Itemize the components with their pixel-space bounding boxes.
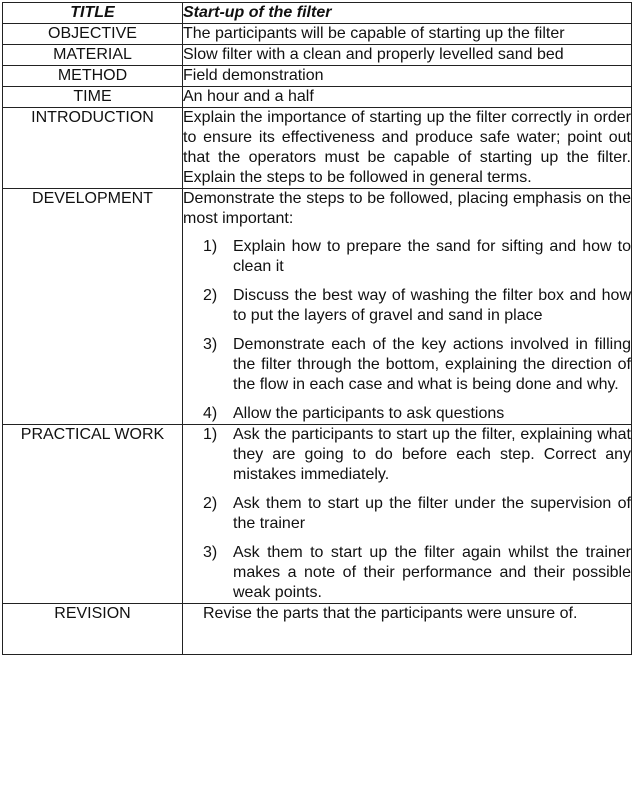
- step-text: Demonstrate each of the key actions involved in filling the filter through the bottom, explaining the direction of the flow in each case and what is being done and why.: [233, 336, 631, 393]
- list-item: [183, 543, 631, 603]
- objective-value: The participants will be capable of starting up the filter: [183, 24, 632, 45]
- lesson-plan-table: [2, 2, 632, 655]
- time-row: [3, 87, 632, 108]
- step-number: 4): [203, 405, 218, 422]
- list-item: [183, 237, 631, 277]
- step-number: 3): [203, 544, 218, 561]
- method-row: [3, 66, 632, 87]
- title-value: Start-up of the filter: [183, 3, 632, 24]
- development-intro: Demonstrate the steps to be followed, placing emphasis on the most important:: [183, 190, 631, 227]
- revision-value: [183, 604, 632, 655]
- revision-text: Revise the parts that the participants were unsure of.: [203, 605, 578, 622]
- list-item: [183, 286, 631, 326]
- step-number: 2): [203, 495, 218, 512]
- list-item: [183, 404, 631, 424]
- list-item: [183, 494, 631, 534]
- introduction-row: [3, 108, 632, 189]
- material-row: [3, 45, 632, 66]
- introduction-value: [183, 108, 632, 189]
- time-label: TIME: [3, 87, 183, 108]
- objective-label: OBJECTIVE: [3, 24, 183, 45]
- step-text: Ask them to start up the filter again whilst the trainer makes a note of their performance and their possible weak points.: [233, 544, 631, 601]
- step-text: Discuss the best way of washing the filter box and how to put the layers of gravel and sand in place: [233, 287, 631, 324]
- step-number: 2): [203, 287, 218, 304]
- development-value: [183, 189, 632, 425]
- practical-work-row: [3, 425, 632, 604]
- practical-work-steps: [183, 425, 631, 603]
- introduction-label: INTRODUCTION: [3, 108, 183, 189]
- method-value: Field demonstration: [183, 66, 632, 87]
- title-row: [3, 3, 632, 24]
- practical-work-value: [183, 425, 632, 604]
- title-label: TITLE: [3, 3, 183, 24]
- practical-work-label: PRACTICAL WORK: [3, 425, 183, 604]
- development-row: [3, 189, 632, 425]
- method-label: METHOD: [3, 66, 183, 87]
- development-label: DEVELOPMENT: [3, 189, 183, 425]
- step-text: Explain how to prepare the sand for sifting and how to clean it: [233, 238, 631, 275]
- step-number: 1): [203, 238, 218, 255]
- time-value: An hour and a half: [183, 87, 632, 108]
- step-number: 3): [203, 336, 218, 353]
- material-label: MATERIAL: [3, 45, 183, 66]
- material-value: Slow filter with a clean and properly levelled sand bed: [183, 45, 632, 66]
- step-text: Ask the participants to start up the filter, explaining what they are going to do before each step. Correct any mistakes immediately.: [233, 426, 631, 483]
- list-item: [183, 335, 631, 395]
- introduction-text: Explain the importance of starting up the filter correctly in order to ensure its effectiveness and produce safe water; point out that the operators must be capable of starting up the filter. Explain the steps to be followed in general terms.: [183, 109, 631, 186]
- step-text: Ask them to start up the filter under the supervision of the trainer: [233, 495, 631, 532]
- step-number: 1): [203, 426, 218, 443]
- development-steps: [183, 237, 631, 424]
- step-text: Allow the participants to ask questions: [233, 405, 505, 422]
- revision-row: [3, 604, 632, 655]
- list-item: [183, 425, 631, 485]
- revision-label: REVISION: [3, 604, 183, 655]
- objective-row: [3, 24, 632, 45]
